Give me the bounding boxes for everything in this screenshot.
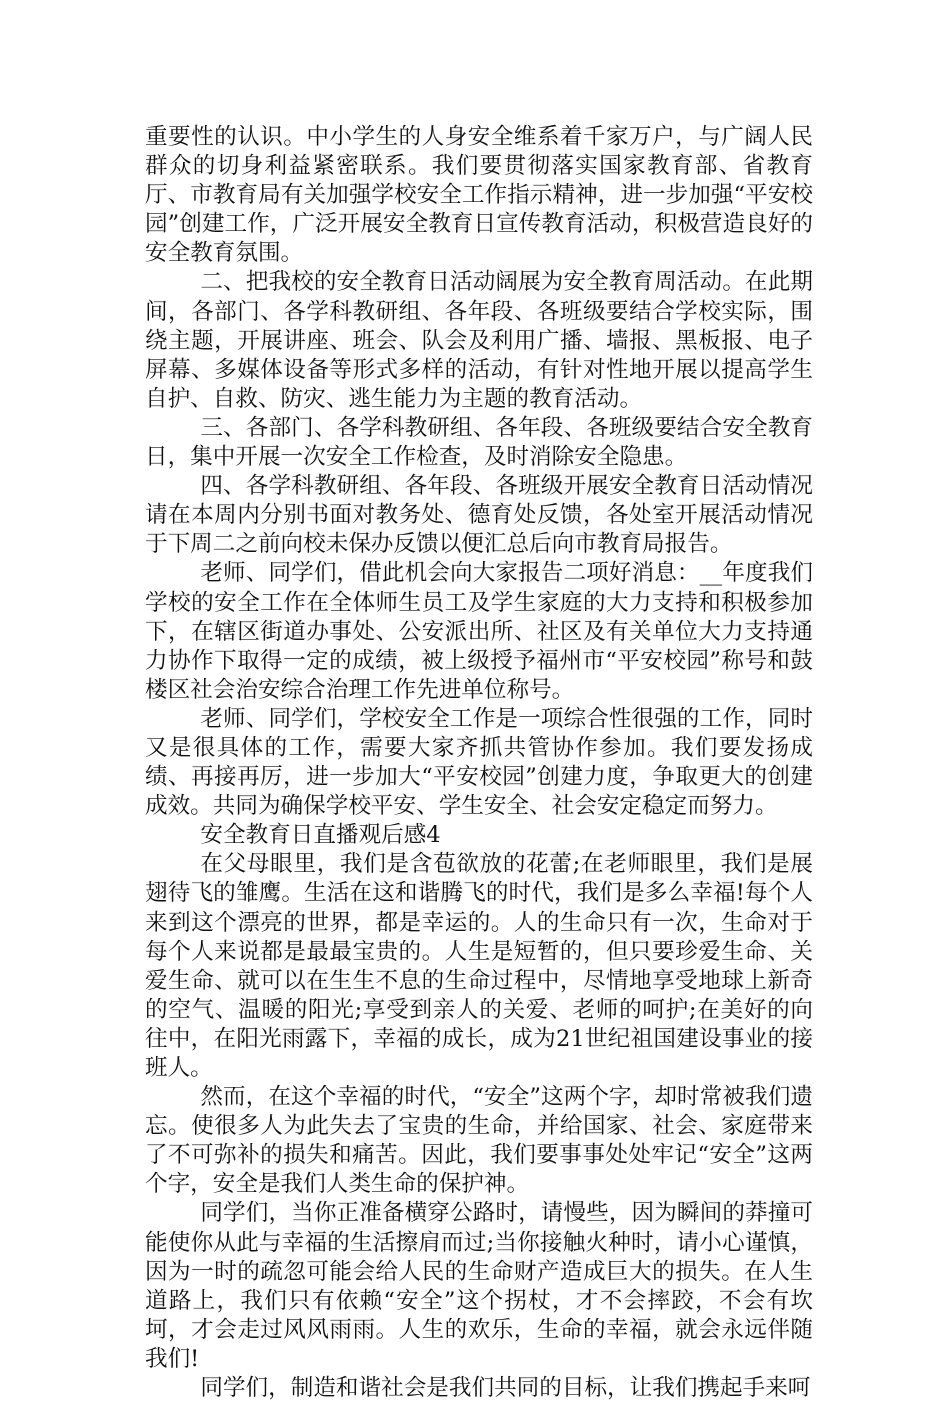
paragraph-4: 四、各学科教研组、各年段、各班级开展安全教育日活动情况请在本周内分别书面对教务处、德育处反馈，各处室开展活动情况于下周二之前向校未保办反馈以便汇总后向市教育局报告。 bbox=[145, 473, 813, 558]
paragraph-5: 老师、同学们，借此机会向大家报告二项好消息：__年度我们学校的安全工作在全体师生员工及学生家庭的大力支持和积极参加下，在辖区街道办事处、公安派出所、社区及有关单位大力支持通力协作下取得一定的成绩，被上级授予福州市“平安校园”称号和鼓楼区社会治安综合治理工作先进单位称号。 bbox=[145, 560, 813, 703]
paragraph-9: 同学们，当你正准备横穿公路时，请慢些，因为瞬间的莽撞可能使你从此与幸福的生活擦肩而过;当你接触火种时，请小心谨慎，因为一时的疏忽可能会给人民的生命财产造成巨大的损失。在人生道路上，我们只有依赖“安全”这个拐杖，才不会摔跤，不会有坎坷，才会走过风风雨雨。人生的欢乐，生命的幸福，就会永远伴随我们! bbox=[145, 1200, 813, 1372]
paragraph-6: 老师、同学们，学校安全工作是一项综合性很强的工作，同时又是很具体的工作，需要大家齐抓共管协作参加。我们要发扬成绩、再接再厉，进一步加大“平安校园”创建力度，争取更大的创建成效。共同为确保学校平安、学生安全、社会安定稳定而努力。 bbox=[145, 705, 813, 820]
section-heading: 安全教育日直播观后感4 bbox=[200, 822, 441, 849]
paragraph-10: 同学们，制造和谐社会是我们共同的目标，让我们携起手来呵 bbox=[200, 1375, 811, 1402]
document-body bbox=[145, 123, 813, 1403]
paragraph-2: 二、把我校的安全教育日活动阔展为安全教育周活动。在此期间，各部门、各学科教研组、各年段、各班级要结合学校实际，围绕主题，开展讲座、班会、队会及利用广播、墙报、黑板报、电子屏幕、多媒体设备等形式多样的活动，有针对性地开展以提高学生自护、自救、防灾、逃生能力为主题的教育活动。 bbox=[145, 269, 813, 412]
paragraph-8: 然而，在这个幸福的时代，“安全”这两个字，却时常被我们遗忘。使很多人为此失去了宝贵的生命，并给国家、社会、家庭带来了不可弥补的损失和痛苦。因此，我们要事事处处牢记“安全”这两个字，安全是我们人类生命的保护神。 bbox=[145, 1084, 813, 1198]
paragraph-3: 三、各部门、各学科教研组、各年段、各班级要结合安全教育日，集中开展一次安全工作检查，及时消除安全隐患。 bbox=[145, 414, 813, 471]
paragraph-7: 在父母眼里，我们是含苞欲放的花蕾;在老师眼里，我们是展翅待飞的雏鹰。生活在这和谐腾飞的时代，我们是多么幸福!每个人来到这个漂亮的世界，都是幸运的。人的生命只有一次，生命对于每个人来说都是最最宝贵的。人生是短暂的，但只要珍爱生命、关爱生命、就可以在生生不息的生命过程中，尽情地享受地球上新奇的空气、温暖的阳光;享受到亲人的关爱、老师的呵护;在美好的向往中，在阳光雨露下，幸福的成长，成为21世纪祖国建设事业的接班人。 bbox=[145, 851, 813, 1081]
paragraph-1: 重要性的认识。中小学生的人身安全维系着千家万户，与广阔人民群众的切身利益紧密联系。我们要贯彻落实国家教育部、省教育厅、市教育局有关加强学校安全工作指示精神，进一步加强“平安校园”创建工作，广泛开展安全教育日宣传教育活动，积极营造良好的安全教育氛围。 bbox=[145, 124, 813, 267]
